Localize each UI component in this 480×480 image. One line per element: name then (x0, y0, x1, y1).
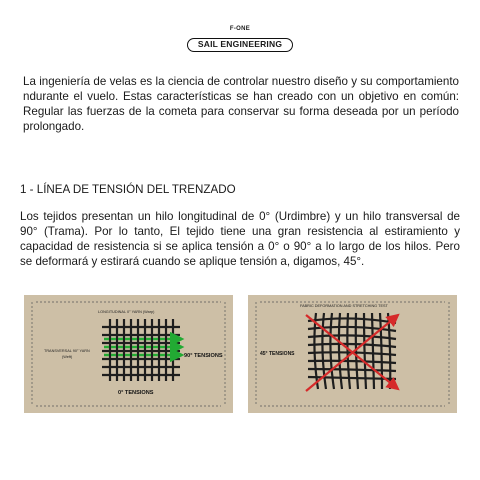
deformation-diagram (248, 295, 457, 413)
tension-45-label: 45° TENSIONS (260, 351, 295, 357)
section-paragraph: Los tejidos presentan un hilo longitudinal de 0° (Urdimbre) y un hilo transversal de 90° (Trama). Por lo tanto, El tejido tiene una gran resistencia al estiramiento y capacidad de resistencia si se aplica tensión a 0° o 90° a lo largo de los hilos. Pero se deformará y estirará cuando se aplique tensión a, digamos, 45°. (20, 210, 460, 268)
weft-yarns (102, 327, 180, 375)
tension-0-label: 0° TENSIONS (118, 390, 154, 396)
brand-logo: F-ONE (229, 26, 251, 32)
deformation-test-figure (248, 295, 457, 413)
longitudinal-label: LONGITUDINAL 0° YARN (Warp) (98, 310, 155, 314)
section-badge: SAIL ENGINEERING (187, 38, 293, 52)
section-heading: 1 - LÍNEA DE TENSIÓN DEL TRENZADO (20, 183, 236, 196)
tension-90-label: 90° TENSIONS (184, 353, 223, 359)
weave-diagram (24, 295, 233, 413)
transversal-label-sub: (Weft) (62, 355, 73, 359)
green-tension-arrows (104, 339, 182, 355)
figure-title: FABRIC DEFORMATION AND STRETCHING TEST (300, 304, 388, 308)
weave-tension-figure (24, 295, 233, 413)
transversal-label: TRANSVERSAL 90° YARN (44, 349, 90, 353)
intro-paragraph: La ingeniería de velas es la ciencia de controlar nuestro diseño y su comportamiento ndurante el vuelo. Estas características se han creado con un objetivo en común: Regular las fuerzas de la cometa para conservar su forma deseada por un período prolongado. (23, 75, 459, 133)
